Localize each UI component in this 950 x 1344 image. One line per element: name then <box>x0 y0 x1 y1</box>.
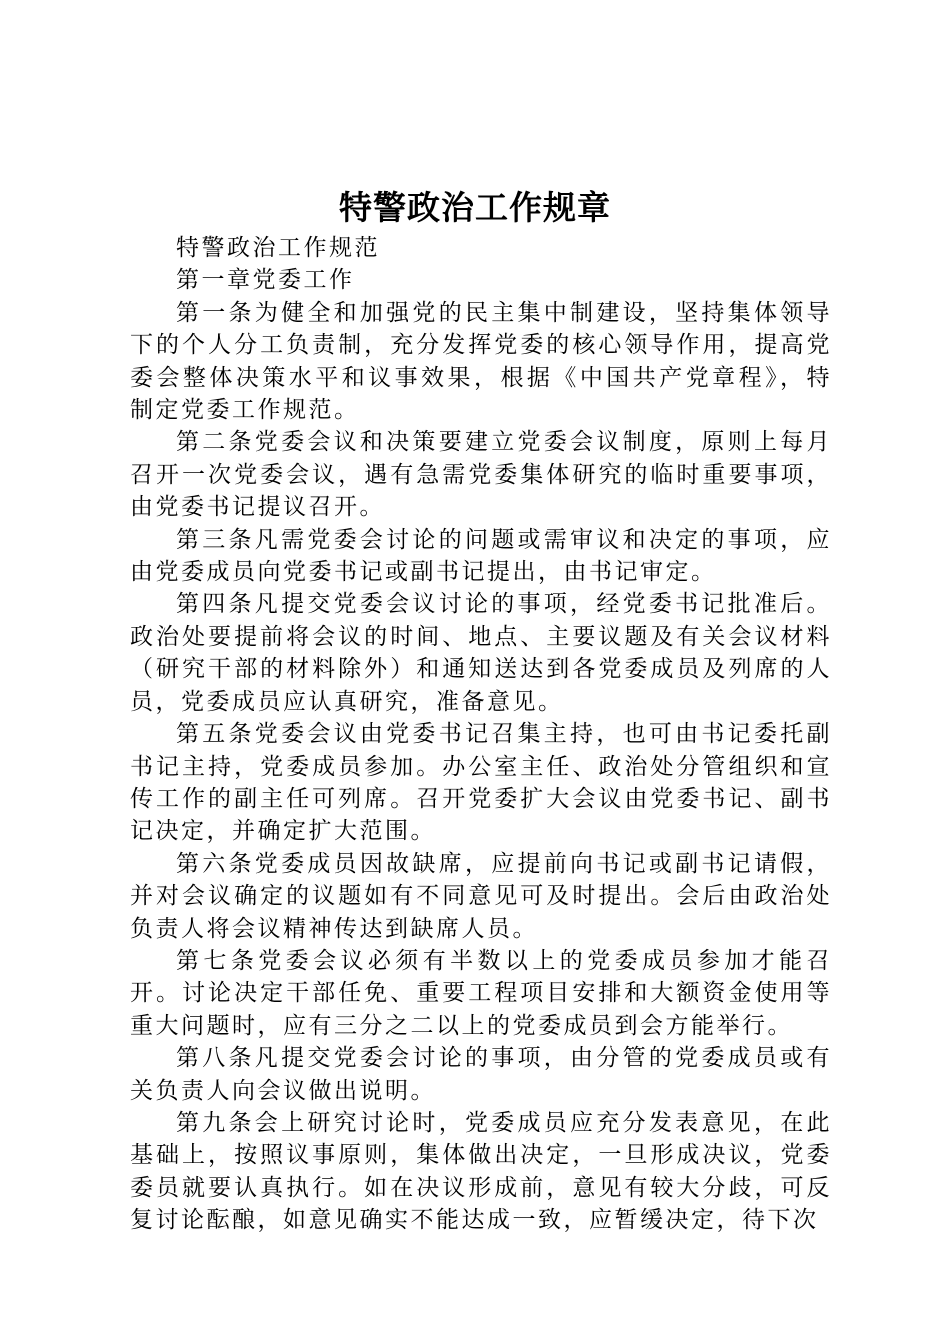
paragraph-article-2: 第二条党委会议和决策要建立党委会议制度，原则上每月召开一次党委会议，遇有急需党委集体研究的临时重要事项，由党委书记提议召开。 <box>130 429 832 521</box>
paragraph-article-8: 第八条凡提交党委会讨论的事项，由分管的党委成员或有关负责人向会议做出说明。 <box>130 1045 832 1104</box>
paragraph-article-5: 第五条党委会议由党委书记召集主持，也可由书记委托副书记主持，党委成员参加。办公室主任、政治处分管组织和宣传工作的副主任可列席。召开党委扩大会议由党委书记、副书记决定，并确定扩大范围。 <box>130 721 832 845</box>
paragraph-article-1: 第一条为健全和加强党的民主集中制建设，坚持集体领导下的个人分工负责制，充分发挥党委的核心领导作用，提高党委会整体决策水平和议事效果，根据《中国共产党章程》，特制定党委工作规范。 <box>130 299 832 424</box>
paragraph-subtitle: 特警政治工作规范 <box>176 235 380 261</box>
document-body <box>130 232 832 1237</box>
paragraph-chapter-heading: 第一章党委工作 <box>176 267 355 294</box>
paragraph-article-4: 第四条凡提交党委会议讨论的事项，经党委书记批准后。政治处要提前将会议的时间、地点、主要议题及有关会议材料（研究干部的材料除外）和通知送达到各党委成员及列席的人员，党委成员应认真研究，准备意见。 <box>130 591 832 715</box>
paragraph-article-3: 第三条凡需党委会讨论的问题或需审议和决定的事项，应由党委成员向党委书记或副书记提出，由书记审定。 <box>130 526 832 586</box>
paragraph-article-7: 第七条党委会议必须有半数以上的党委成员参加才能召开。讨论决定干部任免、重要工程项目安排和大额资金使用等重大问题时，应有三分之二以上的党委成员到会方能举行。 <box>130 947 832 1039</box>
paragraph-article-9: 第九条会上研究讨论时，党委成员应充分发表意见，在此基础上，按照议事原则，集体做出决定，一旦形成决议，党委委员就要认真执行。如在决议形成前，意见有较大分歧，可反复讨论酝酿，如意见确实不能达成一致，应暂缓决定，待下次 <box>130 1109 832 1234</box>
document-title: 特警政治工作规章 <box>339 188 611 227</box>
paragraph-article-6: 第六条党委成员因故缺席，应提前向书记或副书记请假，并对会议确定的议题如有不同意见可及时提出。会后由政治处负责人将会议精神传达到缺席人员。 <box>130 850 832 942</box>
